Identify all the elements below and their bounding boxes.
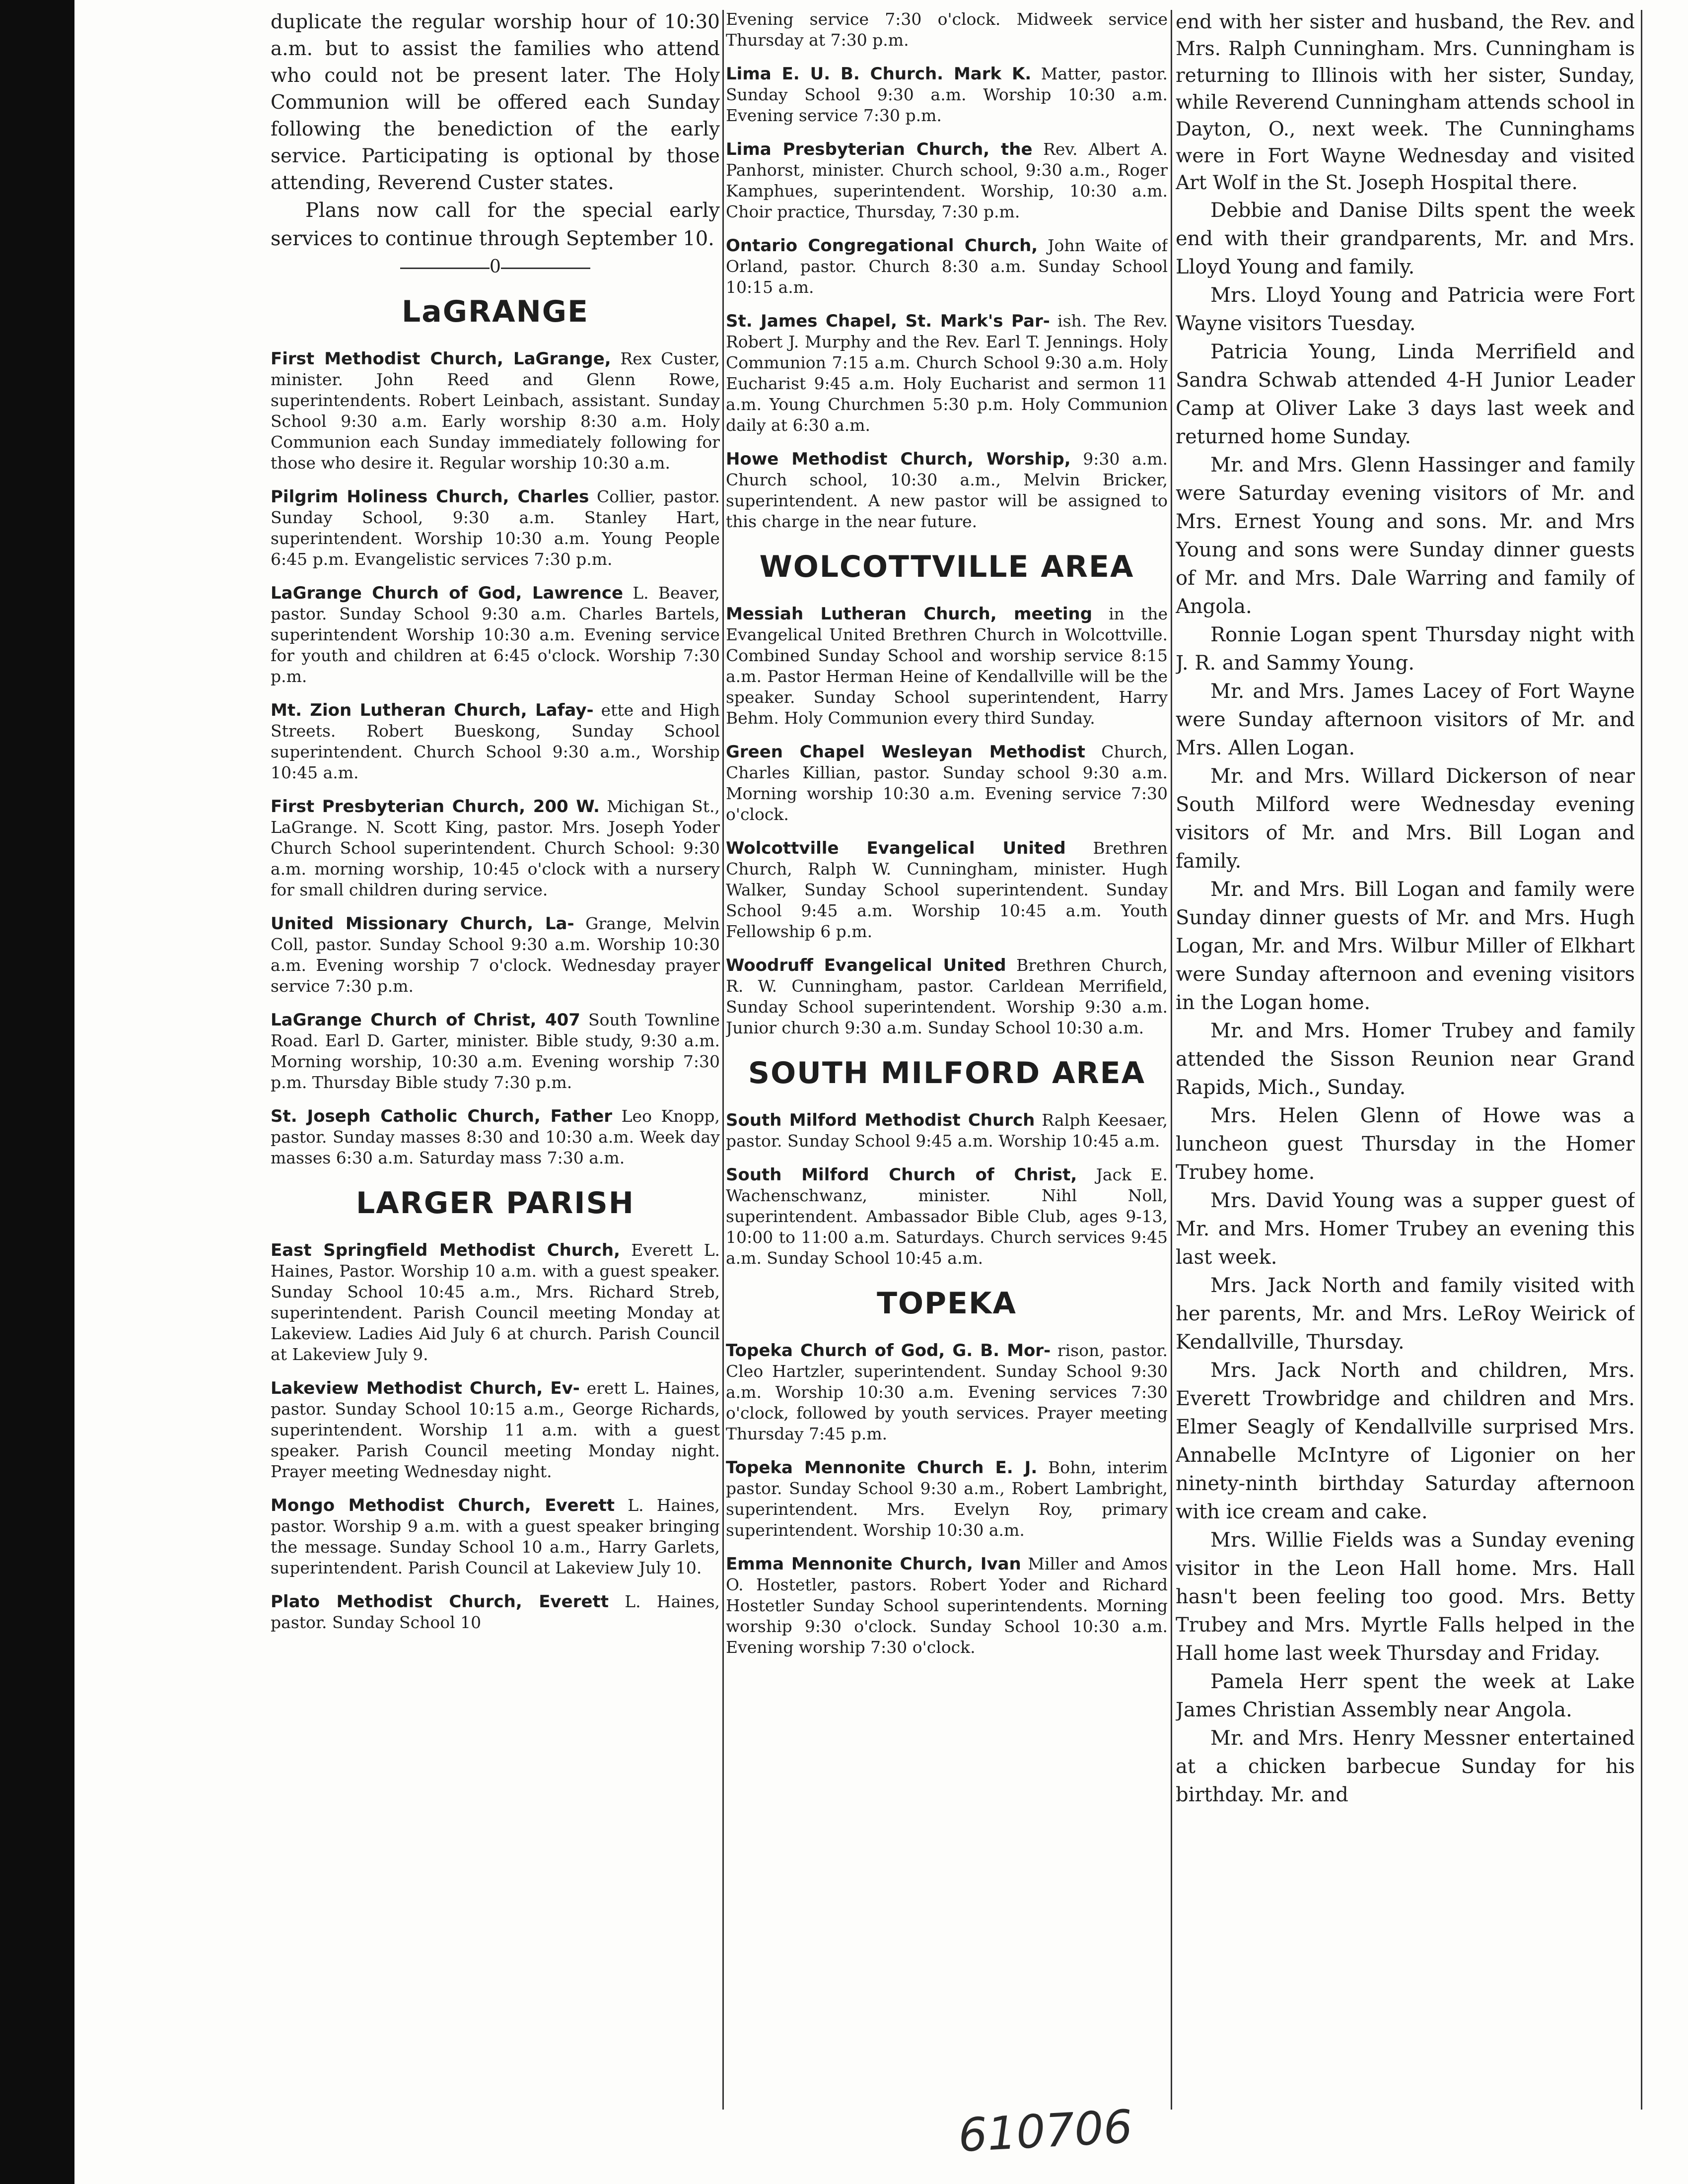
- church-listing: [271, 348, 720, 474]
- church-name: Mt. Zion Lutheran Church, Lafay-: [271, 700, 594, 720]
- news-paragraph: Mrs. Lloyd Young and Patricia were Fort Wayne visitors Tuesday.: [1176, 284, 1635, 335]
- church-name: Topeka Mennonite Church E. J.: [726, 1458, 1038, 1478]
- church-name: Lima Presbyterian Church, the: [726, 139, 1033, 159]
- church-details: Grange, Melvin Coll, pastor. Sunday School 9:30 a.m. Worship 10:30 a.m. Evening worship 7 o'clock. Wednesday prayer service 7:30 p.m.: [271, 914, 720, 996]
- church-details: L. Beaver, pastor. Sunday School 9:30 a.m. Charles Bartels, superintendent Worship 10:30 a.m. Evening service for youth and children at 6:45 o'clock. Worship 7:30 p.m.: [271, 583, 720, 686]
- church-details: Ralph Keesaer, pastor. Sunday School 9:45 a.m. Worship 10:45 a.m.: [726, 1110, 1168, 1151]
- church-listing: [726, 838, 1168, 942]
- church-listing: [726, 64, 1168, 126]
- church-listing: [726, 1554, 1168, 1658]
- section-divider: [271, 257, 720, 277]
- church-name: Howe Methodist Church, Worship,: [726, 449, 1071, 469]
- larger-parish-listings: [271, 1240, 720, 1633]
- church-details: Matter, pastor. Sunday School 9:30 a.m. Worship 10:30 a.m. Evening service 7:30 p.m.: [726, 64, 1168, 125]
- church-details: Rex Custer, minister. John Reed and Glenn Rowe, superintendents. Robert Leinbach, assistant. Sunday School 9:30 a.m. Early worship 8:30 a.m. Holy Communion each Sunday immediately following for those who desire it. Regular worship 10:30 a.m.: [271, 349, 720, 473]
- church-listing: [726, 1110, 1168, 1152]
- section-heading-lagrange: LaGRANGE: [401, 294, 589, 329]
- church-name: Wolcottville Evangelical United: [726, 838, 1066, 858]
- church-details: ette and High Streets. Robert Bueskong, Sunday School superintendent. Church School 9:30 a.m., Worship 10:45 a.m.: [271, 700, 720, 782]
- church-details: L. Haines, pastor. Sunday School 10: [271, 1592, 720, 1632]
- church-name: East Springfield Methodist Church,: [271, 1240, 621, 1260]
- church-details: Brethren Church, R. W. Cunningham, pastor. Carldean Merrifield, Sunday School superintendent. Worship 9:30 a.m. Junior church 9:30 a.m. Sunday School 10:30 a.m.: [726, 956, 1168, 1037]
- church-listing: [271, 700, 720, 783]
- news-paragraph: Mrs. Jack North and family visited with her parents, Mr. and Mrs. LeRoy Weirick of Kendallville, Thursday.: [1176, 1274, 1635, 1354]
- church-listing: [271, 1495, 720, 1578]
- continued-news-paragraph: end with her sister and husband, the Rev. and Mrs. Ralph Cunningham. Mrs. Cunningham is returning to Illinois with her sister, Sunday, while Reverend Cunningham attends school in Dayton, O., next week. The Cunninghams were in Fort Wayne Wednesday and visited Art Wolf in the St. Joseph Hospital there.: [1176, 11, 1635, 194]
- church-name: Mongo Methodist Church, Everett: [271, 1496, 615, 1515]
- news-paragraph: Mr. and Mrs. Henry Messner entertained at a chicken barbecue Sunday for his birthday. Mr. and: [1176, 1727, 1635, 1806]
- church-listing: [726, 1340, 1168, 1444]
- church-details: Collier, pastor. Sunday School, 9:30 a.m. Stanley Hart, superintendent. Worship 10:30 a.m. Young People 6:45 p.m. Evangelistic services 7:30 p.m.: [271, 487, 720, 569]
- church-name: Lakeview Methodist Church, Ev-: [271, 1378, 580, 1398]
- church-name: St. James Chapel, St. Mark's Par-: [726, 311, 1050, 331]
- topeka-listings: [726, 1340, 1168, 1658]
- divider-mark: 0: [490, 257, 501, 277]
- church-name: Woodruff Evangelical United: [726, 956, 1006, 975]
- church-listing: [726, 311, 1168, 436]
- scan-edge-black-bar: [0, 0, 74, 2184]
- news-paragraph: Mrs. David Young was a supper guest of Mr. and Mrs. Homer Trubey an evening this last week.: [1176, 1189, 1635, 1269]
- section-heading-larger-parish: LARGER PARISH: [355, 1186, 635, 1221]
- church-listing: [271, 913, 720, 997]
- church-listing: [726, 742, 1168, 825]
- church-listing: [726, 604, 1168, 729]
- news-paragraph: Debbie and Danise Dilts spent the week end with their grandparents, Mr. and Mrs. Lloyd Young and family.: [1176, 199, 1635, 278]
- church-listing: [726, 1164, 1168, 1269]
- church-name: Green Chapel Wesleyan Methodist: [726, 742, 1085, 762]
- section-heading-south-milford: SOUTH MILFORD AREA: [748, 1056, 1146, 1091]
- column-rule-3: [1641, 10, 1642, 2110]
- intro-paragraph: duplicate the regular worship hour of 10:30 a.m. but to assist the families who attend who could not be present later. The Holy Communion will be offered each Sunday following the benediction of the early service. Participating is optional by those attending, Reverend Custer states.: [271, 11, 720, 194]
- church-name: Ontario Congregational Church,: [726, 236, 1038, 256]
- church-details: Bohn, interim pastor. Sunday School 9:30 a.m., Robert Lambright, superintendent. Mrs. Evelyn Roy, primary superintendent. Worship 10:30 a.m.: [726, 1458, 1168, 1540]
- church-name: South Milford Methodist Church: [726, 1110, 1035, 1130]
- church-listing: [271, 1240, 720, 1365]
- church-listing: [271, 796, 720, 900]
- church-listing: [271, 1010, 720, 1093]
- church-details: rison, pastor. Cleo Hartzler, superintendent. Sunday School 9:30 a.m. Worship 10:30 a.m. Evening services 7:30 o'clock, followed by youth services. Prayer meeting Thursday 7:45 p.m.: [726, 1341, 1168, 1443]
- news-paragraph: Mr. and Mrs. Willard Dickerson of near South Milford were Wednesday evening visitors of Mr. and Mrs. Bill Logan and family.: [1176, 765, 1635, 873]
- church-details: ish. The Rev. Robert J. Murphy and the Rev. Earl T. Jennings. Holy Communion 7:15 a.m. Church School 9:30 a.m. Holy Eucharist 9:45 a.m. Holy Eucharist and sermon 11 a.m. Young Churchmen 5:30 p.m. Holy Communion daily at 6:30 a.m.: [726, 311, 1168, 435]
- news-paragraph: Mrs. Helen Glenn of Howe was a luncheon guest Thursday in the Homer Trubey home.: [1176, 1104, 1635, 1184]
- lima-area-listings: [726, 64, 1168, 532]
- church-name: First Methodist Church, LaGrange,: [271, 349, 611, 369]
- church-listing: [271, 486, 720, 570]
- south-milford-listings: [726, 1110, 1168, 1269]
- church-listing: [726, 449, 1168, 532]
- church-details: L. Haines, pastor. Worship 9 a.m. with a guest speaker bringing the message. Sunday School 10 a.m., Harry Garlets, superintendent. Parish Council at Lakeview July 10.: [271, 1496, 720, 1577]
- column-3: [1176, 9, 1635, 2124]
- news-paragraph: Patricia Young, Linda Merrifield and Sandra Schwab attended 4-H Junior Leader Camp at Oliver Lake 3 days last week and returned home Sunday.: [1176, 341, 1635, 448]
- church-details: Miller and Amos O. Hostetler, pastors. Robert Yoder and Richard Hostetler Sunday School superintendents. Morning worship 9:30 o'clock. Sunday School 10:30 a.m. Evening worship 7:30 o'clock.: [726, 1554, 1168, 1657]
- lagrange-listings: [271, 348, 720, 1168]
- church-name: Emma Mennonite Church, Ivan: [726, 1554, 1021, 1574]
- church-details: John Waite of Orland, pastor. Church 8:30 a.m. Sunday School 10:15 a.m.: [726, 236, 1168, 297]
- church-listing: [726, 235, 1168, 298]
- handwritten-date-note: 610706: [957, 2100, 1134, 2163]
- church-name: Plato Methodist Church, Everett: [271, 1592, 609, 1612]
- column-rule-1: [722, 10, 724, 2110]
- column-1: [271, 9, 720, 2124]
- news-paragraph: Mr. and Mrs. Bill Logan and family were Sunday dinner guests of Mr. and Mrs. Hugh Logan, Mr. and Mrs. Wilbur Miller of Elkhart were Sunday afternoon and evening visitors in the Logan home.: [1176, 878, 1635, 1014]
- news-paragraph: Mr. and Mrs. Glenn Hassinger and family were Saturday evening visitors of Mr. and Mrs. Ernest Young and sons. Mr. and Mrs Young and sons were Sunday dinner guests of Mr. and Mrs. Dale Warring and family of Angola.: [1176, 454, 1635, 618]
- church-details: Church, Charles Killian, pastor. Sunday school 9:30 a.m. Morning worship 10:30 a.m. Evening service 7:30 o'clock.: [726, 742, 1168, 824]
- church-name: LaGrange Church of Christ, 407: [271, 1010, 580, 1030]
- church-details: in the Evangelical United Brethren Church in Wolcottville. Combined Sunday School and worship service 8:15 a.m. Pastor Herman Heine of Kendallville will be the speaker. Sunday School superintendent, Harry Behm. Holy Communion every third Sunday.: [726, 604, 1168, 728]
- news-paragraph: Pamela Herr spent the week at Lake James Christian Assembly near Angola.: [1176, 1670, 1635, 1721]
- church-details: 9:30 a.m. Church school, 10:30 a.m., Melvin Bricker, superintendent. A new pastor will be assigned to this charge in the near future.: [726, 449, 1168, 531]
- church-listing: [726, 1457, 1168, 1541]
- church-details: Michigan St., LaGrange. N. Scott King, pastor. Mrs. Joseph Yoder Church School superintendent. Church School: 9:30 a.m. morning worship, 10:45 o'clock with a nursery for small children during service.: [271, 797, 720, 899]
- church-name: Topeka Church of God, G. B. Mor-: [726, 1341, 1051, 1361]
- church-details: Jack E. Wachenschwanz, minister. Nihl Noll, superintendent. Ambassador Bible Club, ages 9-13, 10:00 to 11:00 a.m. Saturdays. Church services 9:45 a.m. Sunday School 10:45 a.m.: [726, 1165, 1168, 1268]
- section-heading-topeka: TOPEKA: [877, 1286, 1017, 1321]
- church-details: Brethren Church, Ralph W. Cunningham, minister. Hugh Walker, Sunday School superintendent. Sunday School 9:45 a.m. Worship 10:45 a.m. Youth Fellowship 6 p.m.: [726, 838, 1168, 941]
- church-listing: [271, 583, 720, 687]
- news-paragraph: Ronnie Logan spent Thursday night with J. R. and Sammy Young.: [1176, 623, 1635, 675]
- church-listing: [726, 139, 1168, 222]
- church-listing: [271, 1378, 720, 1482]
- news-paragraph: Mr. and Mrs. James Lacey of Fort Wayne were Sunday afternoon visitors of Mr. and Mrs. Allen Logan.: [1176, 680, 1635, 759]
- church-name: St. Joseph Catholic Church, Father: [271, 1106, 613, 1126]
- church-details: erett L. Haines, pastor. Sunday School 10:15 a.m., George Richards, superintendent. Worship 11 a.m. with a guest speaker. Parish Council meeting Monday night. Prayer meeting Wednesday night.: [271, 1378, 720, 1481]
- church-details: Leo Knopp, pastor. Sunday masses 8:30 and 10:30 a.m. Week day masses 6:30 a.m. Saturday mass 7:30 a.m.: [271, 1106, 720, 1167]
- church-listing: [271, 1591, 720, 1633]
- church-name: Messiah Lutheran Church, meeting: [726, 604, 1093, 624]
- church-listing: [271, 1106, 720, 1168]
- church-listing: [726, 955, 1168, 1038]
- news-paragraph: Mrs. Willie Fields was a Sunday evening visitor in the Leon Hall home. Mrs. Hall hasn't been feeling too good. Mrs. Betty Trubey and Mrs. Myrtle Falls helped in the Hall home last week Thursday and Friday.: [1176, 1529, 1635, 1665]
- closing-paragraph: Plans now call for the special early services to continue through September 10.: [271, 199, 720, 250]
- wolcottville-listings: [726, 604, 1168, 1038]
- church-name: Lima E. U. B. Church. Mark K.: [726, 64, 1032, 84]
- church-name: LaGrange Church of God, Lawrence: [271, 583, 624, 603]
- church-details: Everett L. Haines, Pastor. Worship 10 a.m. with a guest speaker. Sunday School 10:45 a.m., Mrs. Richard Streb, superintendent. Parish Council meeting Monday at Lakeview. Ladies Aid July 6 at church. Parish Council at Lakeview July 9.: [271, 1240, 720, 1364]
- church-details: Rev. Albert A. Panhorst, minister. Church school, 9:30 a.m., Roger Kamphues, superintendent. Worship, 10:30 a.m. Choir practice, Thursday, 7:30 p.m.: [726, 139, 1168, 221]
- section-heading-wolcottville: WOLCOTTVILLE AREA: [759, 549, 1134, 584]
- church-name: United Missionary Church, La-: [271, 914, 574, 934]
- church-details: South Townline Road. Earl D. Garter, minister. Bible study, 9:30 a.m. Morning worship, 10:30 a.m. Evening worship 7:30 p.m. Thursday Bible study 7:30 p.m.: [271, 1010, 720, 1092]
- continued-listing: Evening service 7:30 o'clock. Midweek service Thursday at 7:30 p.m.: [726, 9, 1168, 50]
- church-name: First Presbyterian Church, 200 W.: [271, 797, 600, 817]
- column-rule-2: [1171, 10, 1172, 2110]
- church-name: Pilgrim Holiness Church, Charles: [271, 487, 589, 507]
- news-paragraph: Mrs. Jack North and children, Mrs. Everett Trowbridge and children and Mrs. Elmer Seagly of Kendallville surprised Mrs. Annabelle McIntyre of Ligonier on her ninety-ninth birthday Saturday afternoon with ice cream and cake.: [1176, 1359, 1635, 1523]
- news-paragraph: Mr. and Mrs. Homer Trubey and family attended the Sisson Reunion near Grand Rapids, Mich., Sunday.: [1176, 1020, 1635, 1099]
- column-2: [726, 9, 1168, 2124]
- church-name: South Milford Church of Christ,: [726, 1165, 1077, 1185]
